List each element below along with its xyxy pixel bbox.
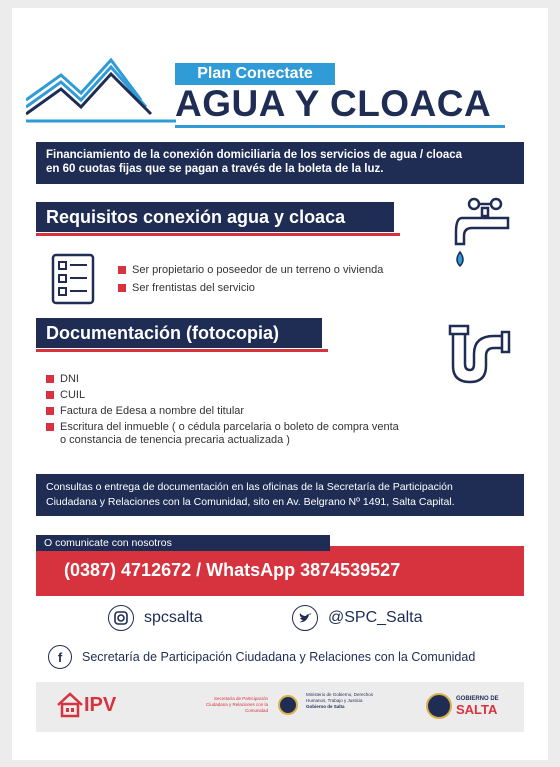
ipv-logo [56, 692, 116, 718]
facebook-icon: f [48, 645, 72, 669]
list-item [118, 264, 428, 277]
title-underline [175, 125, 505, 128]
list-item-text: Factura de Edesa a nombre del titular [60, 405, 245, 417]
facebook-label: Secretaría de Participación Ciudadana y Relaciones con la Comunidad [82, 650, 476, 664]
list-item [118, 282, 428, 295]
bullet-square [46, 391, 54, 399]
ministerio-text: Ministerio de Gobierno, Derechos Humanos, Trabajo y Justicia [306, 692, 374, 703]
ministerio-logo-text [306, 692, 386, 710]
bullet-square [46, 375, 54, 383]
plan-badge: Plan Conectate [175, 63, 335, 85]
secretaria-logo-text: Secretaría de Participación Ciudadana y Relaciones con la Comunidad [205, 696, 268, 713]
list-item-continued [46, 434, 466, 447]
documentacion-heading: Documentación (fotocopia) [36, 318, 322, 348]
list-item-text: Ser propietario o poseedor de un terreno o vivienda [132, 264, 384, 276]
info-banner [36, 474, 524, 516]
list-item [46, 373, 466, 386]
info-line-2: Ciudadana y Relaciones con la Comunidad, sito en Av. Belgrano Nº 1491, Salta Capital. [46, 496, 455, 508]
list-item-text: DNI [60, 373, 79, 385]
list-item-text: CUIL [60, 389, 86, 401]
page-title: AGUA Y CLOACA [175, 83, 492, 124]
water-tap-icon [452, 196, 512, 274]
requisitos-heading: Requisitos conexión agua y cloaca [36, 202, 394, 232]
ipv-label: IPV [84, 693, 117, 716]
mountain-logo-icon [26, 55, 176, 125]
gobierno-text [456, 696, 499, 717]
seal-icon [426, 693, 452, 719]
gobierno-salta-logo [426, 693, 499, 719]
gobierno-big-text: SALTA [456, 701, 498, 717]
list-item [46, 405, 466, 418]
bullet-square [46, 423, 54, 431]
twitter-label: @SPC_Salta [328, 609, 423, 626]
bullet-square [118, 284, 126, 292]
phone-banner: (0387) 4712672 / WhatsApp 3874539527 [36, 546, 524, 596]
gobierno-small-text: GOBIERNO DE [456, 695, 499, 702]
bullet-square [118, 266, 126, 274]
instagram-handle[interactable] [108, 605, 203, 631]
list-item-text: o constancia de tenencia precaria actualizada ) [60, 434, 290, 446]
twitter-icon [292, 605, 318, 631]
facebook-page[interactable] [48, 645, 475, 669]
requisitos-list [118, 264, 428, 300]
ministerio-gob-text: Gobierno de Salta [306, 704, 345, 709]
seal-icon [278, 695, 298, 715]
intro-line-1: Financiamiento de la conexión domiciliaria de los servicios de agua / cloaca [46, 149, 463, 161]
house-icon [56, 692, 84, 718]
info-line-1: Consultas o entrega de documentación en las oficinas de la Secretaría de Participación [46, 481, 453, 493]
list-item [46, 389, 466, 402]
list-item [46, 421, 466, 434]
twitter-handle[interactable] [292, 605, 423, 631]
list-item-text: Ser frentistas del servicio [132, 282, 255, 294]
bullet-square [46, 407, 54, 415]
instagram-label: spcsalta [144, 609, 203, 626]
checklist-icon [50, 252, 96, 306]
documentacion-list [46, 373, 466, 450]
footer-logos [36, 682, 524, 732]
intro-line-2: en 60 cuotas fijas que se pagan a través de la boleta de la luz. [46, 163, 384, 175]
instagram-icon [108, 605, 134, 631]
list-item-text: Escritura del inmueble ( o cédula parcelaria o boleto de compra venta [60, 421, 399, 433]
intro-banner [36, 142, 524, 184]
contact-label: O comunicate con nosotros [36, 535, 330, 551]
